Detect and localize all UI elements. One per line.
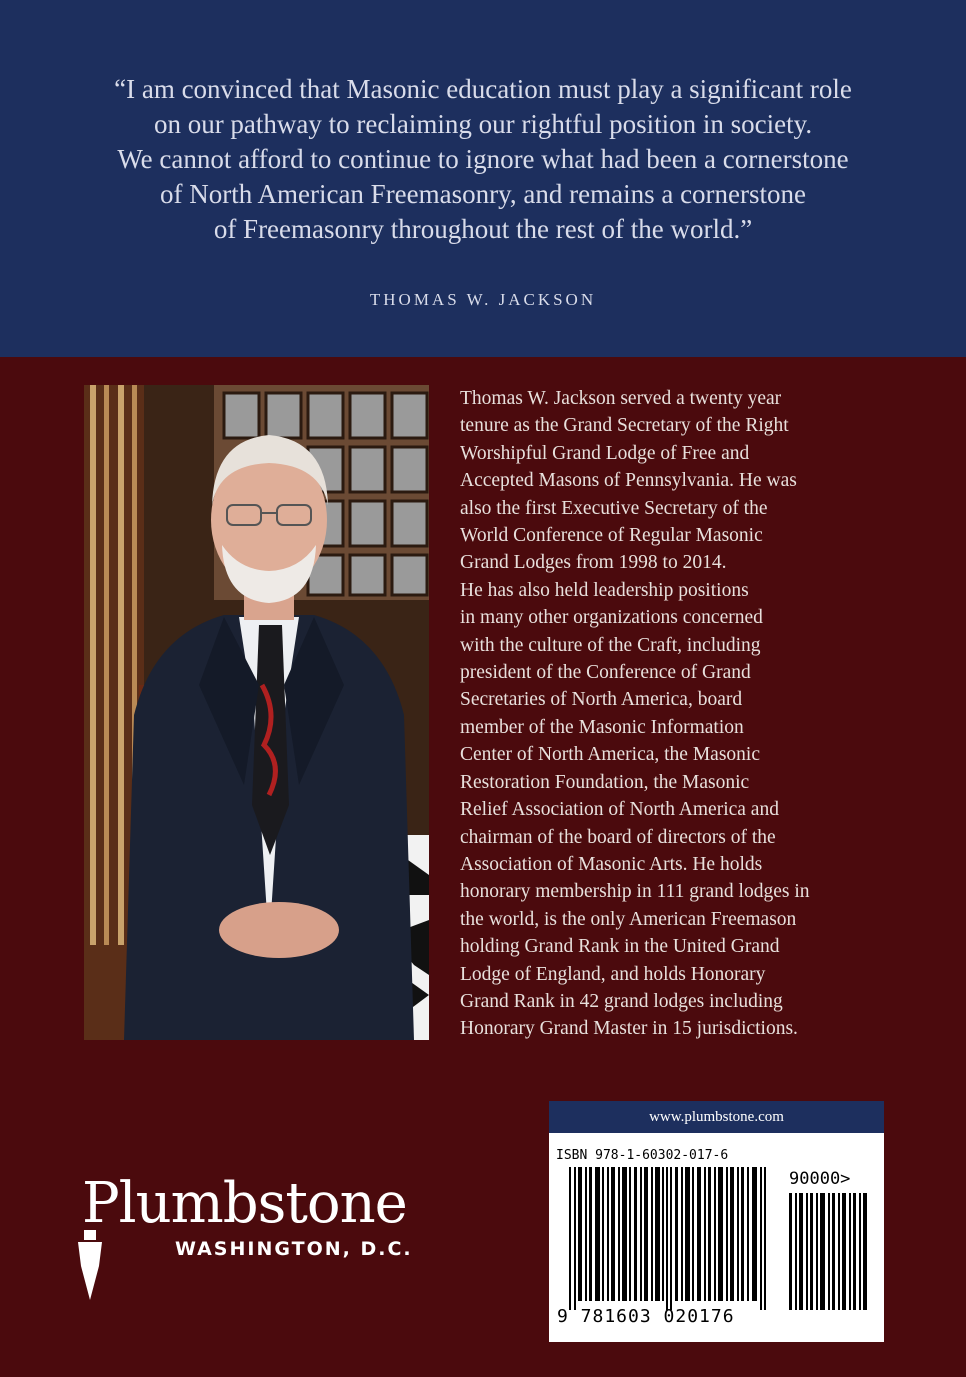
bio-line: Worshipful Grand Lodge of Free and bbox=[460, 442, 750, 464]
publisher-name: Plumbstone bbox=[82, 1171, 407, 1236]
quote-line: “I am convinced that Masonic education must play a significant role bbox=[114, 74, 852, 104]
bio-line: Grand Lodges from 1998 to 2014. bbox=[460, 552, 727, 574]
quote-text bbox=[40, 72, 926, 247]
publisher-logo bbox=[72, 1172, 492, 1302]
barcode-panel bbox=[549, 1101, 884, 1342]
bio-line: holding Grand Rank in the United Grand bbox=[460, 936, 780, 958]
bio-line: chairman of the board of directors of the bbox=[460, 826, 776, 848]
bio-line: president of the Conference of Grand bbox=[460, 662, 751, 684]
publisher-url: www.plumbstone.com bbox=[549, 1101, 884, 1133]
bio-line: also the first Executive Secretary of the bbox=[460, 497, 768, 519]
quote-line: on our pathway to reclaiming our rightful position in society. bbox=[153, 109, 813, 139]
bio-line: Thomas W. Jackson served a twenty year bbox=[460, 388, 782, 409]
author-portrait-illustration bbox=[84, 385, 429, 1040]
bio-line: the world, is the only American Freemason bbox=[460, 908, 797, 930]
price-code: 90000> bbox=[789, 1169, 851, 1189]
author-photo bbox=[84, 385, 429, 1040]
bio-line: Secretaries of North America, board bbox=[460, 689, 743, 711]
bio-line: Association of Masonic Arts. He holds bbox=[460, 853, 763, 875]
plumb-bob-icon bbox=[72, 1230, 108, 1302]
bio-line: honorary membership in 111 grand lodges in bbox=[460, 881, 810, 903]
bio-line: Relief Association of North America and bbox=[460, 799, 779, 821]
quote-line: of Freemasonry throughout the rest of the world.” bbox=[213, 214, 753, 244]
bio-line: in many other organizations concerned bbox=[460, 607, 763, 629]
bio-line: tenure as the Grand Secretary of the Right bbox=[460, 415, 789, 437]
bio-line: Grand Rank in 42 grand lodges including bbox=[460, 990, 783, 1012]
quote-line: of North American Freemasonry, and remains a cornerstone bbox=[159, 179, 807, 209]
ean-number: 9 781603 020176 bbox=[557, 1306, 735, 1327]
bio-line: Lodge of England, and holds Honorary bbox=[460, 963, 766, 985]
bio-line: member of the Masonic Information bbox=[460, 716, 744, 738]
publisher-city: WASHINGTON, D.C. bbox=[175, 1238, 413, 1260]
bio-line: World Conference of Regular Masonic bbox=[460, 525, 763, 547]
quote-line: We cannot afford to continue to ignore what had been a cornerstone bbox=[117, 144, 849, 174]
bio-line: Accepted Masons of Pennsylvania. He was bbox=[460, 470, 797, 492]
quote-band bbox=[0, 0, 966, 357]
bio-line: Center of North America, the Masonic bbox=[460, 744, 760, 766]
isbn-label: ISBN 978-1-60302-017-6 bbox=[556, 1148, 729, 1163]
bio-line: with the culture of the Craft, including bbox=[460, 634, 761, 656]
quote-author: THOMAS W. JACKSON bbox=[369, 290, 597, 309]
author-bio bbox=[460, 385, 950, 1043]
bio-line: Restoration Foundation, the Masonic bbox=[460, 771, 750, 793]
bio-line: Honorary Grand Master in 15 jurisdictions. bbox=[460, 1018, 798, 1040]
bio-line: He has also held leadership positions bbox=[460, 579, 749, 601]
